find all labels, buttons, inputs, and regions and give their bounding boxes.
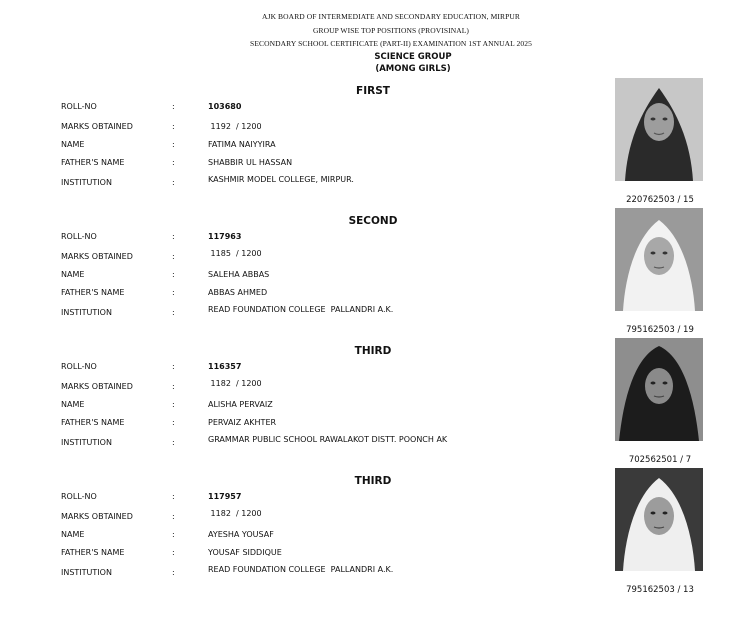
institution-row [0, 175, 600, 192]
name-row [0, 140, 600, 154]
marks-row [0, 122, 600, 136]
position-block-3 [0, 345, 749, 475]
colon: : [172, 512, 175, 521]
name-label: NAME [61, 530, 85, 539]
colon: : [172, 362, 175, 371]
student-photo [615, 78, 703, 181]
colon: : [172, 400, 175, 409]
roll-value: 103680 [208, 102, 242, 111]
father-row [0, 288, 600, 302]
colon: : [172, 270, 175, 279]
colon: : [172, 252, 175, 261]
colon: : [172, 232, 175, 241]
name-value: SALEHA ABBAS [208, 270, 270, 279]
institution-label: INSTITUTION [61, 178, 112, 187]
board-title: AJK BOARD OF INTERMEDIATE AND SECONDARY EDUCATION, MIRPUR [262, 12, 520, 21]
student-photo [615, 338, 703, 441]
student-photo [615, 208, 703, 311]
marks-value: 1192 / 1200 [208, 122, 262, 131]
marks-value: 1185 / 1200 [208, 249, 262, 258]
roll-row [0, 232, 600, 246]
position-block-2 [0, 215, 749, 345]
institution-row [0, 565, 600, 582]
student-photo [615, 468, 703, 571]
father-value: SHABBIR UL HASSAN [208, 158, 293, 167]
institution-value: READ FOUNDATION COLLEGE PALLANDRI A.K. [208, 565, 394, 574]
colon: : [172, 288, 175, 297]
father-label: FATHER'S NAME [61, 158, 125, 167]
institution-row [0, 435, 600, 452]
colon: : [172, 548, 175, 557]
colon: : [172, 122, 175, 131]
roll-label: ROLL-NO [61, 232, 97, 241]
colon: : [172, 140, 175, 149]
colon: : [172, 418, 175, 427]
group-title: SCIENCE GROUP [374, 52, 452, 62]
institution-label: INSTITUTION [61, 568, 112, 577]
colon: : [172, 492, 175, 501]
position-heading: FIRST [356, 85, 390, 97]
father-row [0, 418, 600, 432]
colon: : [172, 568, 175, 577]
name-label: NAME [61, 270, 85, 279]
father-label: FATHER'S NAME [61, 418, 125, 427]
colon: : [172, 308, 175, 317]
marks-value: 1182 / 1200 [208, 509, 262, 518]
father-row [0, 158, 600, 172]
marks-row [0, 249, 600, 266]
name-label: NAME [61, 400, 85, 409]
name-row [0, 270, 600, 284]
roll-value: 117957 [208, 492, 242, 501]
name-value: FATIMA NAIYYIRA [208, 140, 276, 149]
name-label: NAME [61, 140, 85, 149]
roll-label: ROLL-NO [61, 102, 97, 111]
institution-value: KASHMIR MODEL COLLEGE, MIRPUR. [208, 175, 354, 184]
position-block-1 [0, 85, 749, 215]
roll-label: ROLL-NO [61, 362, 97, 371]
institution-label: INSTITUTION [61, 308, 112, 317]
father-value: PERVAIZ AKHTER [208, 418, 277, 427]
colon: : [172, 102, 175, 111]
colon: : [172, 530, 175, 539]
photo-code: 220762503 / 15 [626, 195, 694, 205]
marks-label: MARKS OBTAINED [61, 252, 133, 261]
position-heading: THIRD [354, 475, 392, 487]
colon: : [172, 382, 175, 391]
roll-value: 117963 [208, 232, 242, 241]
exam-title: SECONDARY SCHOOL CERTIFICATE (PART-II) EXAMINATION 1ST ANNUAL 2025 [250, 39, 532, 48]
marks-value: 1182 / 1200 [208, 379, 262, 388]
roll-label: ROLL-NO [61, 492, 97, 501]
result-subtitle: GROUP WISE TOP POSITIONS (PROVISINAL) [312, 26, 470, 35]
name-value: AYESHA YOUSAF [208, 530, 274, 539]
institution-row [0, 305, 600, 322]
position-heading: THIRD [354, 345, 392, 357]
name-row [0, 530, 600, 544]
photo-code: 795162503 / 13 [626, 585, 694, 595]
name-row [0, 400, 600, 414]
father-value: ABBAS AHMED [208, 288, 268, 297]
father-label: FATHER'S NAME [61, 288, 125, 297]
marks-row [0, 509, 600, 526]
position-heading: SECOND [348, 215, 398, 227]
father-value: YOUSAF SIDDIQUE [208, 548, 282, 557]
photo-code: 702562501 / 7 [628, 455, 692, 465]
position-block-4 [0, 475, 749, 605]
group-subtitle: (AMONG GIRLS) [375, 64, 451, 74]
marks-label: MARKS OBTAINED [61, 382, 133, 391]
institution-value: GRAMMAR PUBLIC SCHOOL RAWALAKOT DISTT. POONCH AK [208, 435, 448, 444]
colon: : [172, 438, 175, 447]
marks-row [0, 379, 600, 396]
father-row [0, 548, 600, 562]
roll-row [0, 102, 600, 116]
photo-code: 795162503 / 19 [626, 325, 694, 335]
institution-value: READ FOUNDATION COLLEGE PALLANDRI A.K. [208, 305, 394, 314]
name-value: ALISHA PERVAIZ [208, 400, 273, 409]
colon: : [172, 158, 175, 167]
marks-label: MARKS OBTAINED [61, 122, 133, 131]
father-label: FATHER'S NAME [61, 548, 125, 557]
roll-row [0, 492, 600, 506]
roll-row [0, 362, 600, 376]
colon: : [172, 178, 175, 187]
roll-value: 116357 [208, 362, 242, 371]
marks-label: MARKS OBTAINED [61, 512, 133, 521]
institution-label: INSTITUTION [61, 438, 112, 447]
